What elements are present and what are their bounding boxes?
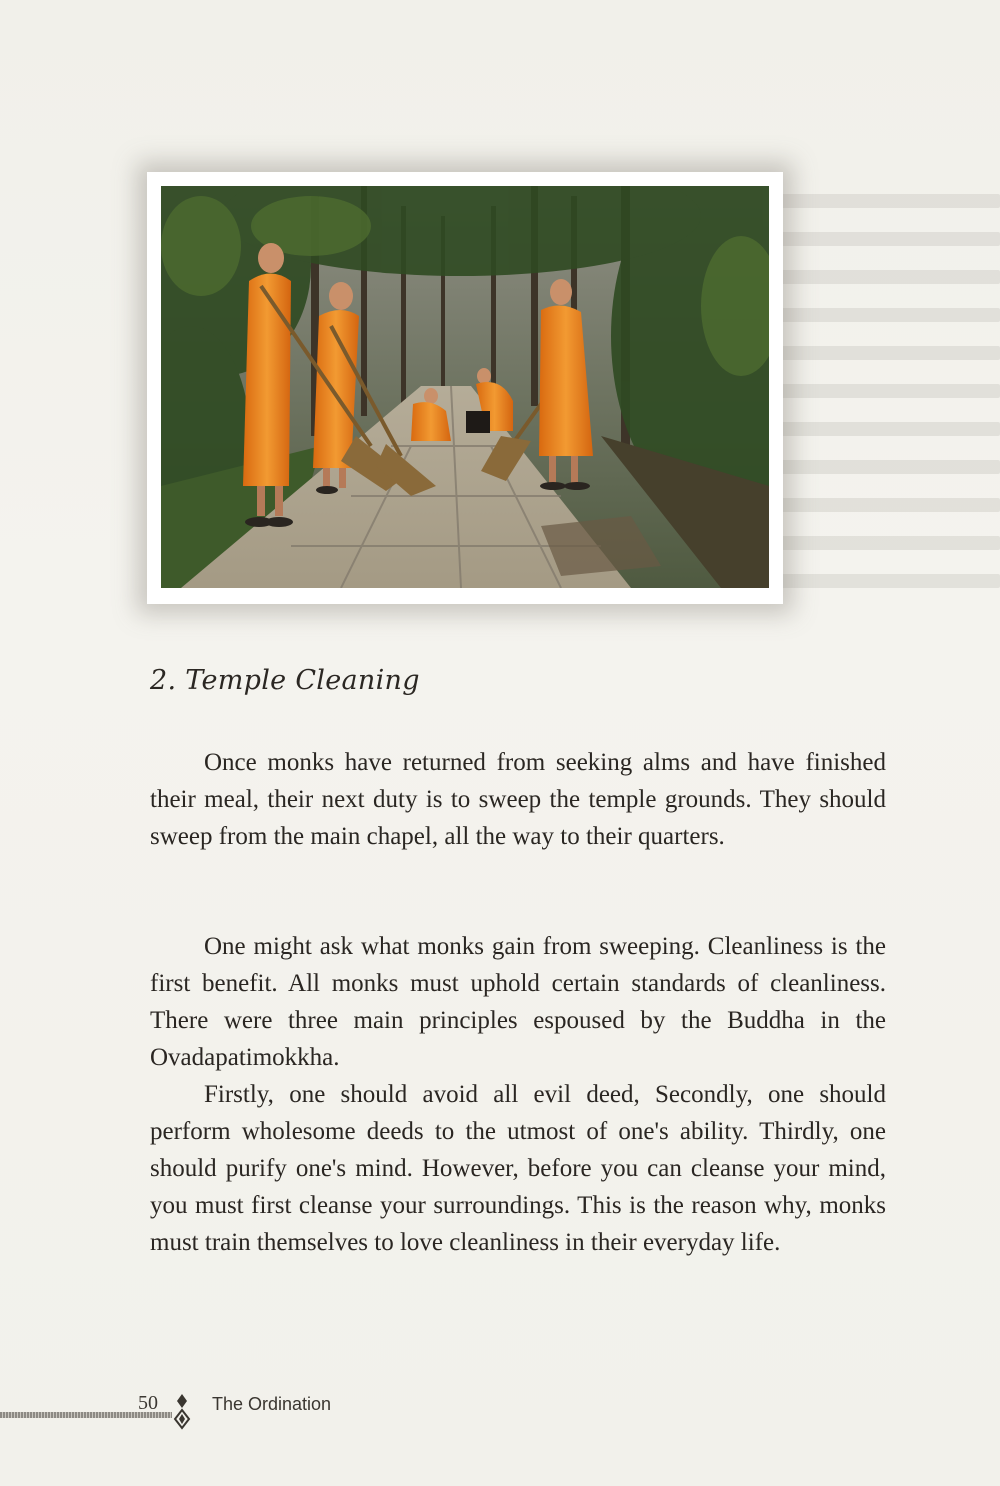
temple-cleaning-photo bbox=[161, 186, 769, 588]
diamond-ornament-icon bbox=[172, 1392, 192, 1432]
section-heading: 2. Temple Cleaning bbox=[150, 665, 420, 696]
paragraph-1-text: Once monks have returned from seeking alms and have finished their meal, their next duty is to sweep the temple grounds. They should sweep from the main chapel, all the way to their quarters. bbox=[150, 749, 886, 850]
running-title: The Ordination bbox=[212, 1394, 332, 1414]
page-number: 50 bbox=[138, 1392, 158, 1414]
paragraph-3-text: Firstly, one should avoid all evil deed, Secondly, one should perform wholesome deeds to the utmost of one's ability. Thirdly, one should purify one's mind. However, before you can cleanse your mind, you must first cleanse your surroundings. This is the reason why, monks must train themselves to love cleanliness in their everyday life. bbox=[150, 1081, 886, 1256]
paragraph-1 bbox=[150, 744, 886, 855]
photo-frame bbox=[147, 172, 783, 604]
paragraph-3 bbox=[150, 1076, 886, 1261]
paragraph-2 bbox=[150, 928, 886, 1076]
paragraph-2-text: One might ask what monks gain from sweeping. Cleanliness is the first benefit. All monks must uphold certain standards of cleanliness. There were three main principles espoused by the Buddha in the Ovadapatimokkha. bbox=[150, 933, 886, 1071]
